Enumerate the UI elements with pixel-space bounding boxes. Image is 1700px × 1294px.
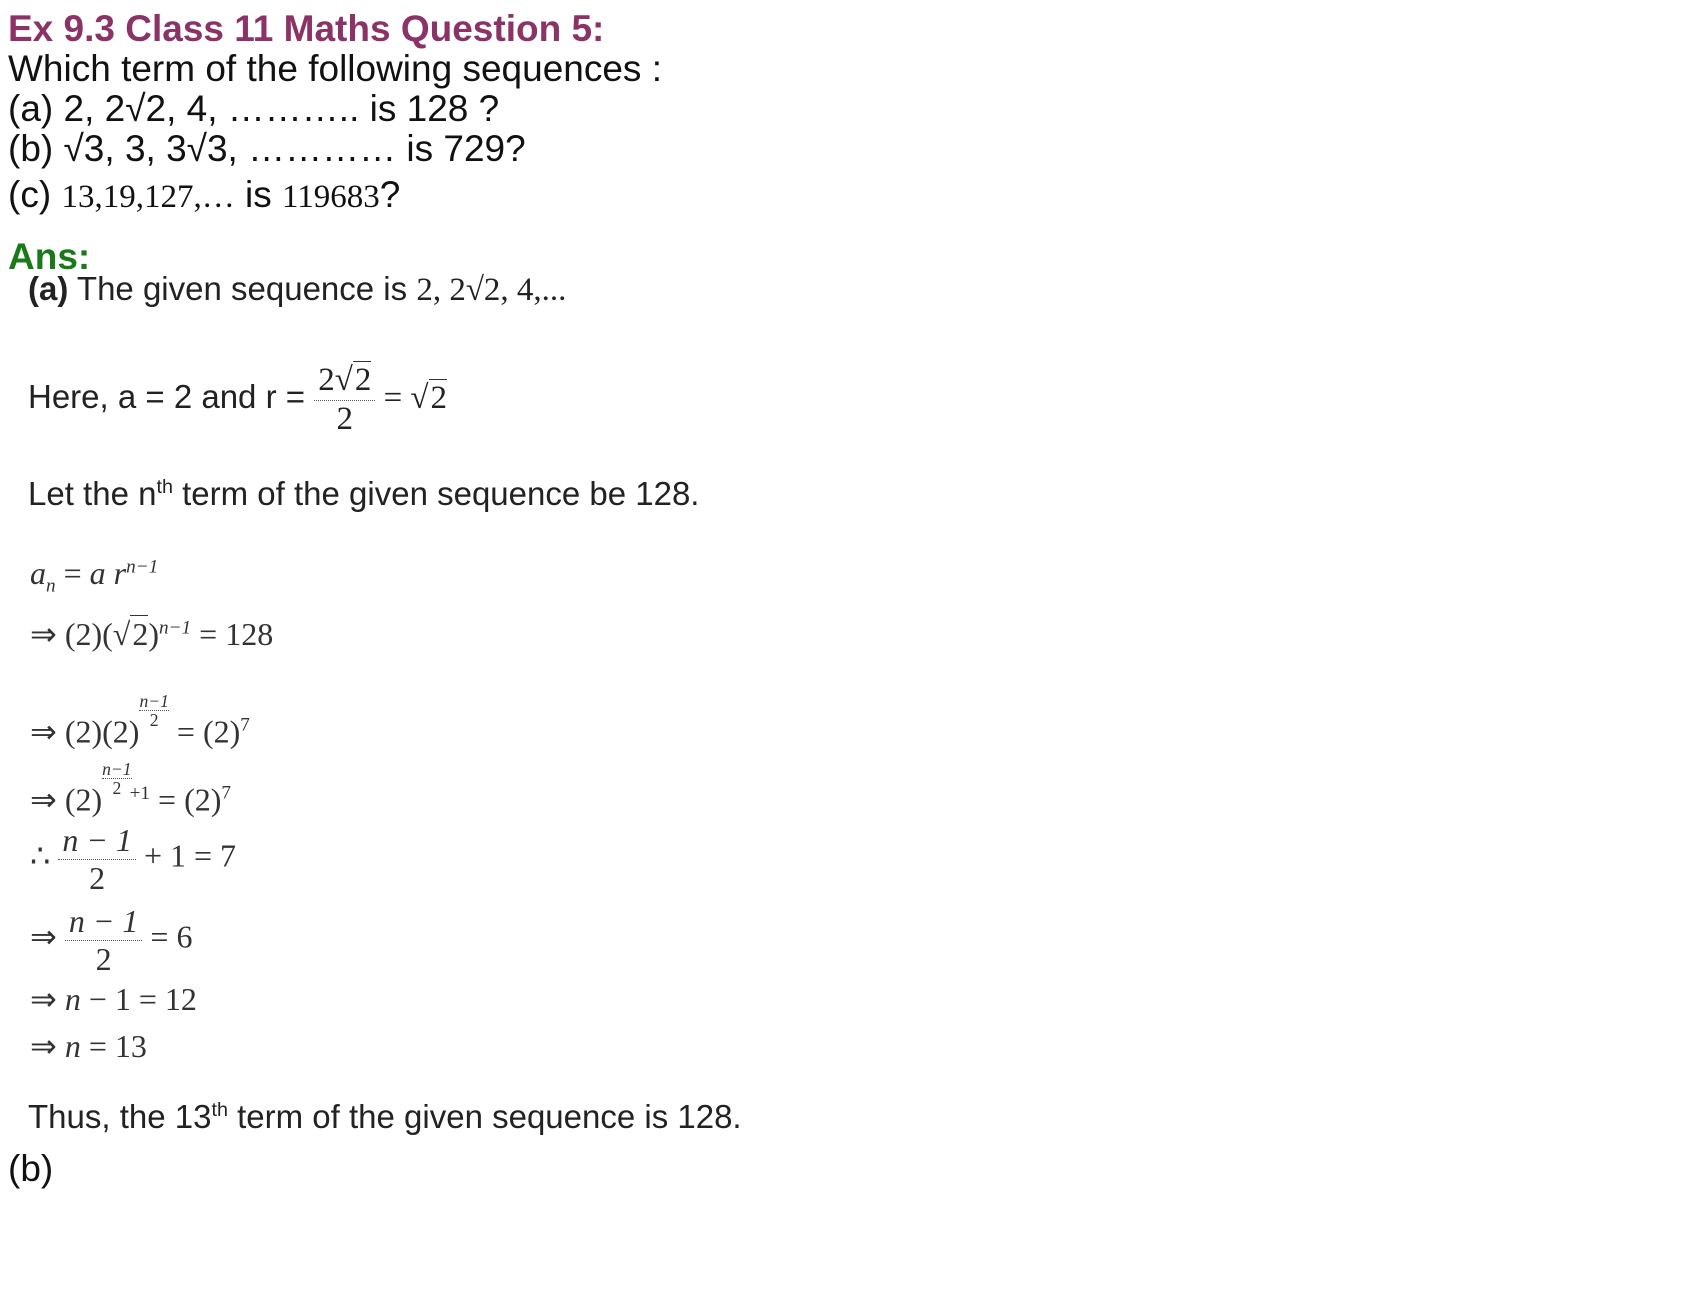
solution-conclusion [28, 1098, 742, 1136]
given-sequence: 2, 2√2, 4,... [416, 272, 567, 308]
ratio-formula: $\frac{2√2}{2}$ = √2 [314, 380, 447, 416]
part-c-is: is [244, 174, 272, 215]
conclusion-sup: th [211, 1099, 228, 1121]
part-c-value: 119683 [281, 179, 380, 215]
part-c-sequence: 13,19,127,… [61, 179, 235, 215]
question-part-b: (b) √3, 3, 3√3, ………… is 729? [8, 128, 526, 169]
solution-line-given [28, 270, 566, 309]
part-b-label: (b) [8, 1148, 54, 1189]
conclusion-post: term of the given sequence is 128. [237, 1098, 742, 1135]
part-c-prefix: (c) [8, 174, 52, 215]
solution-part-label: (a) [28, 270, 69, 307]
equation-step-1: ⇒ $(2)(√2)^{n-1} = 128$ [30, 616, 274, 652]
equation-step-7: ⇒ n = 13 [30, 1028, 147, 1064]
question-part-a: (a) 2, 2√2, 4, ……….. is 128 ? [8, 88, 500, 129]
solution-line-ratio [28, 362, 447, 439]
solution-line-let [28, 475, 699, 513]
equation-step-2: ⇒ (2)(2) $\frac{n-1}{2} = (2)^7$ [30, 691, 250, 750]
part-c-qmark: ? [379, 174, 401, 215]
let-text: Let the n [28, 475, 157, 512]
question-intro: Which term of the following sequences : [8, 48, 662, 89]
given-text: The given sequence is [76, 270, 408, 307]
equation-general-term: $a_n = a$ $r^{n-1}$ [30, 555, 159, 597]
equation-step-6: ⇒ n − 1 = 12 [30, 981, 197, 1017]
let-sup: th [156, 476, 173, 498]
question-title: Ex 9.3 Class 11 Maths Question 5: [8, 8, 605, 49]
answer-label: Ans: [8, 236, 91, 277]
equation-step-3: ⇒ (2) $\frac{n-1}{2}^{+1} = (2)^7$ [30, 759, 231, 818]
question-part-c [8, 174, 400, 216]
ratio-text: Here, a = 2 and r = [28, 378, 306, 416]
equation-step-5: ⇒ $\frac{n - 1}{2}$ = 6 [30, 903, 193, 977]
let-rest: term of the given sequence be 128. [182, 475, 700, 512]
conclusion-pre: Thus, the 13 [28, 1098, 212, 1135]
equation-step-4: ∴ $\frac{n - 1}{2}$ + 1 = 7 [30, 822, 237, 896]
